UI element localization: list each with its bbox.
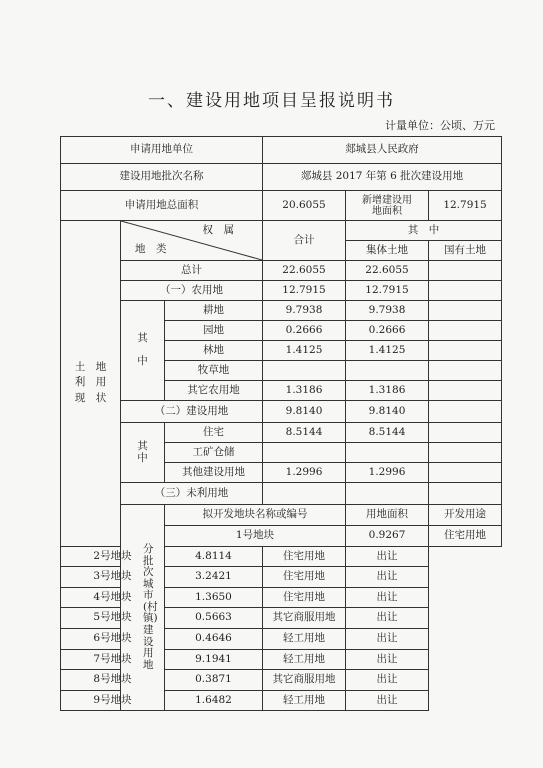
row-residential xyxy=(61,423,502,443)
row-collective: 9.8140 xyxy=(346,401,429,423)
row-sum: 0.2666 xyxy=(263,321,346,341)
parcel-method: 出让 xyxy=(346,567,429,588)
header-parcel-name: 拟开发地块名称或编号 xyxy=(165,505,346,526)
parcel-area: 1.3650 xyxy=(165,587,263,608)
row-label: （一）农用地 xyxy=(121,281,263,301)
applicant-label: 申请用地单位 xyxy=(61,137,263,164)
parcel-use: 住宅用地 xyxy=(263,546,346,567)
among-qi: 其 xyxy=(137,332,148,345)
parcel-area: 0.5663 xyxy=(165,608,263,629)
document-title: 一、建设用地项目呈报说明书 xyxy=(148,91,395,111)
landuse-header-row-1 xyxy=(61,221,502,241)
parcel-row xyxy=(61,546,502,567)
row-sum: 1.4125 xyxy=(263,341,346,361)
area-row xyxy=(61,191,502,221)
side-label-line1: 土 地 xyxy=(74,360,107,373)
side-label-line3: 现 状 xyxy=(74,392,107,405)
row-state xyxy=(429,463,502,483)
row-label: 其他建设用地 xyxy=(165,463,263,483)
row-sum xyxy=(263,361,346,381)
new-area-label xyxy=(346,191,429,221)
row-sum: 8.5144 xyxy=(263,423,346,443)
parcel-row xyxy=(61,608,502,629)
row-state xyxy=(429,261,502,281)
parcel-use: 住宅用地 xyxy=(263,587,346,608)
landuse-side-label xyxy=(61,221,121,547)
row-collective: 12.7915 xyxy=(346,281,429,301)
row-collective: 1.4125 xyxy=(346,341,429,361)
parcel-row xyxy=(61,567,502,588)
parcel-use: 其它商服用地 xyxy=(263,670,346,691)
batch-row xyxy=(61,164,502,191)
parcel-area: 9.1941 xyxy=(165,649,263,670)
row-collective xyxy=(346,483,429,505)
header-state: 国有土地 xyxy=(429,241,502,261)
parcel-method: 出让 xyxy=(346,628,429,649)
row-state xyxy=(429,423,502,443)
parcel-use: 轻工用地 xyxy=(263,649,346,670)
new-area-value: 12.7915 xyxy=(429,191,502,221)
row-state xyxy=(429,401,502,423)
parcel-row xyxy=(61,670,502,691)
parcel-method: 出让 xyxy=(346,690,429,711)
among-zhong: 中 xyxy=(137,451,148,464)
row-label: 总计 xyxy=(121,261,263,281)
applicant-row xyxy=(61,137,502,164)
row-sum: 9.7938 xyxy=(263,301,346,321)
row-state xyxy=(429,301,502,321)
row-collective xyxy=(346,443,429,463)
parcel-method: 出让 xyxy=(346,670,429,691)
row-label: （二）建设用地 xyxy=(121,401,263,423)
row-state xyxy=(429,443,502,463)
row-sum: 1.3186 xyxy=(263,381,346,401)
parcel-area: 4.8114 xyxy=(165,546,263,567)
parcel-use: 住宅用地 xyxy=(263,567,346,588)
row-label: 园地 xyxy=(165,321,263,341)
row-agricultural xyxy=(61,281,502,301)
parcel-row xyxy=(61,587,502,608)
parcel-area: 0.3871 xyxy=(165,670,263,691)
row-label: 耕地 xyxy=(165,301,263,321)
parcel-area: 0.9267 xyxy=(346,526,429,547)
parcel-method: 出让 xyxy=(346,546,429,567)
parcel-name: 8号地块 xyxy=(61,670,165,691)
row-label: 牧草地 xyxy=(165,361,263,381)
row-state xyxy=(429,361,502,381)
row-state xyxy=(429,341,502,361)
header-owner: 权 属 xyxy=(202,224,235,236)
row-collective: 8.5144 xyxy=(346,423,429,443)
parcel-name: 2号地块 xyxy=(61,546,165,567)
header-type: 地 类 xyxy=(135,243,167,256)
land-use-report-table xyxy=(60,136,502,711)
row-collective: 1.3186 xyxy=(346,381,429,401)
row-label: 其它农用地 xyxy=(165,381,263,401)
header-parcel-use: 开发用途 xyxy=(429,505,502,526)
parcel-name: 3号地块 xyxy=(61,567,165,588)
header-total: 合计 xyxy=(263,221,346,261)
parcel-name: 9号地块 xyxy=(61,690,165,711)
row-cultivated xyxy=(61,301,502,321)
new-area-label-line2: 地面积 xyxy=(372,205,403,217)
parcel-name: 7号地块 xyxy=(61,649,165,670)
row-label: 林地 xyxy=(165,341,263,361)
row-state xyxy=(429,281,502,301)
parcel-name: 1号地块 xyxy=(165,526,346,547)
parcels-header-row xyxy=(61,505,502,526)
row-state xyxy=(429,483,502,505)
parcel-method: 出让 xyxy=(346,587,429,608)
measurement-unit: 计量单位：公顷、万元 xyxy=(385,119,495,132)
side-label-line2: 利 用 xyxy=(74,376,107,389)
parcel-use: 轻工用地 xyxy=(263,690,346,711)
among-zhong: 中 xyxy=(137,355,148,368)
header-among: 其 中 xyxy=(346,221,502,241)
row-sum: 22.6055 xyxy=(263,261,346,281)
header-parcel-area: 用地面积 xyxy=(346,505,429,526)
parcel-method: 出让 xyxy=(346,608,429,629)
row-collective: 9.7938 xyxy=(346,301,429,321)
parcel-name: 5号地块 xyxy=(61,608,165,629)
row-construction xyxy=(61,401,502,423)
batch-value: 郯城县 2017 年第 6 批次建设用地 xyxy=(263,164,502,191)
parcel-name: 6号地块 xyxy=(61,628,165,649)
row-label: 住宅 xyxy=(165,423,263,443)
agri-among-label xyxy=(121,301,165,401)
parcel-area: 0.4646 xyxy=(165,628,263,649)
parcel-use: 住宅用地 xyxy=(429,526,502,547)
construct-among-label xyxy=(121,423,165,483)
parcel-use: 其它商服用地 xyxy=(263,608,346,629)
parcel-row xyxy=(61,649,502,670)
row-sum xyxy=(263,443,346,463)
row-label: 工矿仓储 xyxy=(165,443,263,463)
area-label: 申请用地总面积 xyxy=(61,191,263,221)
parcel-row xyxy=(61,628,502,649)
parcel-method: 出让 xyxy=(346,649,429,670)
row-state xyxy=(429,321,502,341)
row-collective: 0.2666 xyxy=(346,321,429,341)
row-total xyxy=(61,261,502,281)
parcel-row xyxy=(61,690,502,711)
row-collective: 22.6055 xyxy=(346,261,429,281)
row-collective: 1.2996 xyxy=(346,463,429,483)
row-sum: 9.8140 xyxy=(263,401,346,423)
among-qi: 其 xyxy=(137,439,148,452)
row-unused xyxy=(61,483,502,505)
new-area-label-line1: 新增建设用 xyxy=(362,194,413,206)
parcel-name: 4号地块 xyxy=(61,587,165,608)
parcel-area: 1.6482 xyxy=(165,690,263,711)
row-label: （三）未利用地 xyxy=(121,483,263,505)
header-collective: 集体土地 xyxy=(346,241,429,261)
area-value: 20.6055 xyxy=(263,191,346,221)
parcel-use: 轻工用地 xyxy=(263,628,346,649)
parcel-area: 3.2421 xyxy=(165,567,263,588)
applicant-value: 郯城县人民政府 xyxy=(263,137,502,164)
row-collective xyxy=(346,361,429,381)
row-sum: 12.7915 xyxy=(263,281,346,301)
row-sum: 1.2996 xyxy=(263,463,346,483)
row-sum xyxy=(263,483,346,505)
batch-label: 建设用地批次名称 xyxy=(61,164,263,191)
parcels-side-label: 分批次城市(村镇)建设用地 xyxy=(121,505,165,711)
diagonal-header-cell xyxy=(121,221,263,261)
row-state xyxy=(429,381,502,401)
